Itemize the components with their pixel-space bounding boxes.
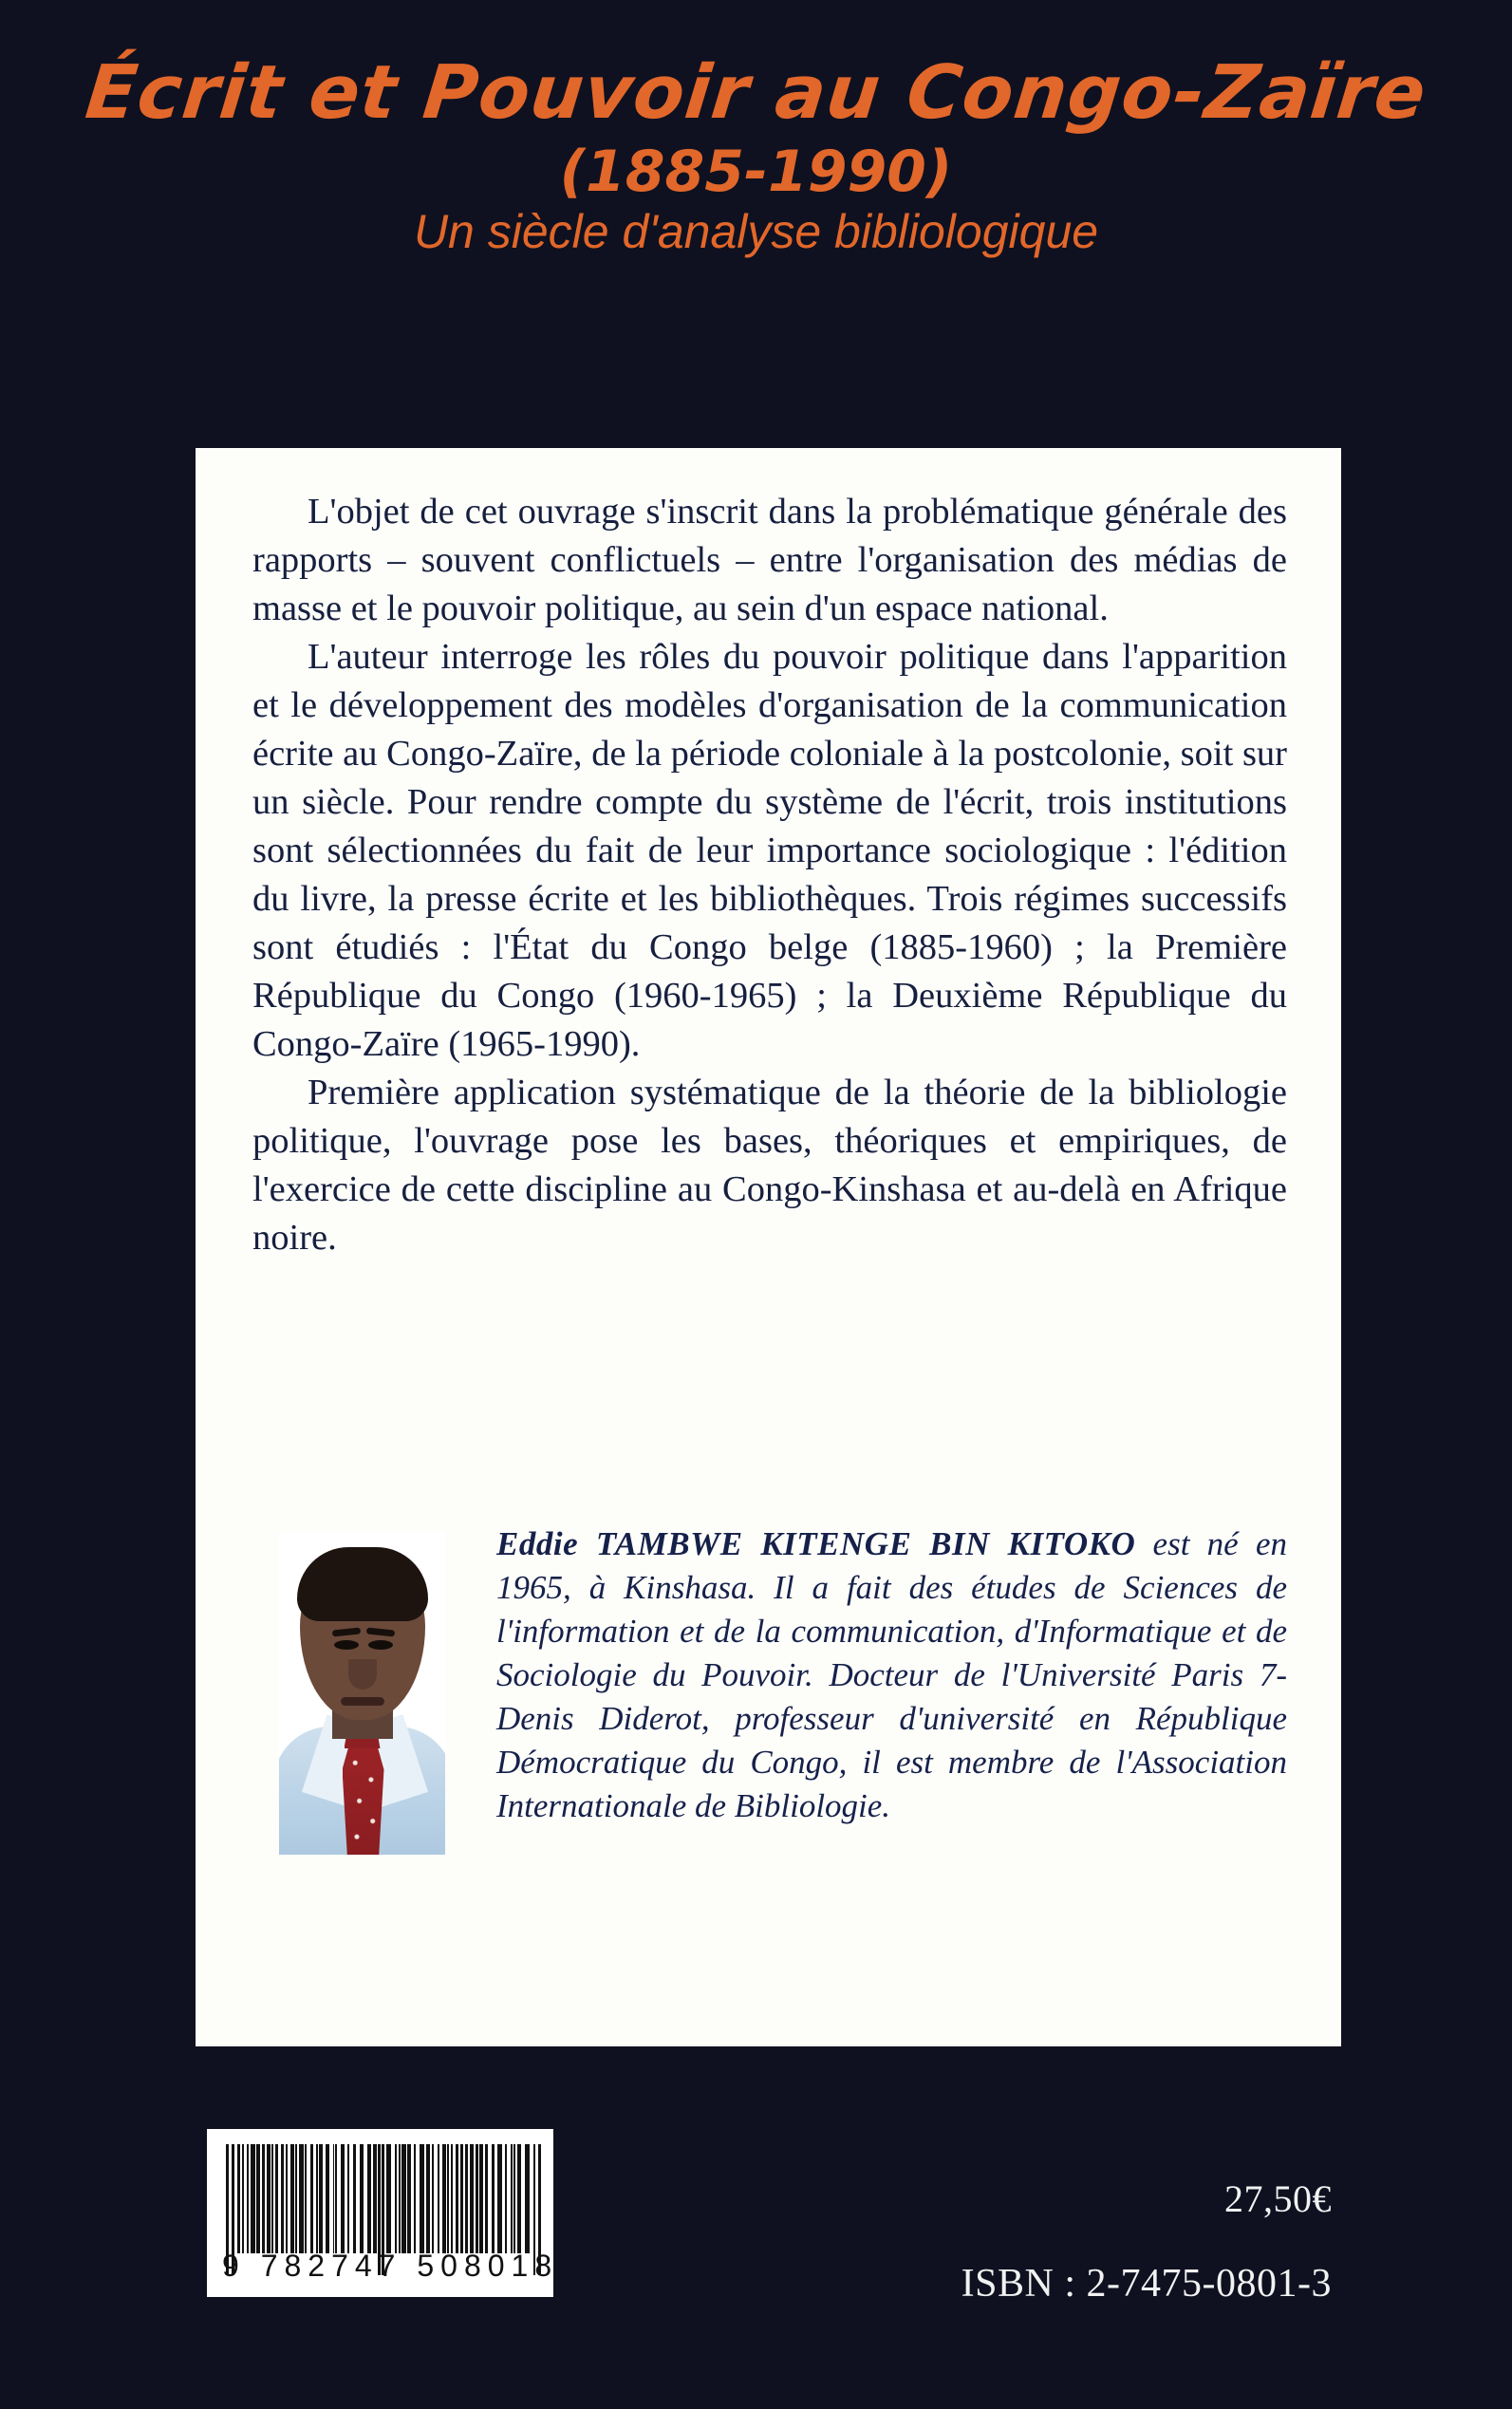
title-block	[0, 50, 1512, 258]
portrait-brow-right	[365, 1627, 395, 1636]
blurb-paragraph: L'auteur interroge les rôles du pouvoir politique dans l'apparition et le développement des modèles d'organisation de la communication écrite au Congo-Zaïre, de la période coloniale à la postcolonie, soit sur un siècle. Pour rendre compte du système de l'écrit, trois institutions sont sélectionnées du fait de leur importance sociologique : l'édition du livre, la presse écrite et les bibliothèques. Trois régimes successifs sont étudiés : l'État du Congo belge (1885-1960) ; la Première République du Congo (1960-1965) ; la Deuxième République du Congo-Zaïre (1965-1990).	[252, 637, 1287, 1064]
portrait-eye-left	[334, 1640, 359, 1650]
price-label: 27,50€	[1224, 2177, 1332, 2220]
blurb-paragraph: L'objet de cet ouvrage s'inscrit dans la problématique générale des rapports – souvent conflictuels – entre l'organisation des médias de masse et le pouvoir politique, au sein d'un espace national.	[252, 492, 1287, 628]
portrait-eye-right	[368, 1640, 393, 1650]
portrait-nose	[348, 1659, 377, 1690]
description-panel	[196, 448, 1341, 2046]
barcode-bars	[226, 2144, 544, 2253]
blurb-text	[252, 488, 1287, 1262]
author-bio-text: est né en 1965, à Kinshasa. Il a fait des études de Sciences de l'information et de la communication, d'Informatique et de Sociologie du Pouvoir. Docteur de l'Université Paris 7-Denis Diderot, professeur d'université en République Démocratique du Congo, il est membre de l'Association Internationale de Bibliologie.	[496, 1525, 1287, 1824]
book-title-dates: (1885-1990)	[559, 138, 953, 205]
blurb-paragraph: Première application systématique de la théorie de la bibliologie politique, l'ouvrage pose les bases, théoriques et empiriques, de l'exercice de cette discipline au Congo-Kinshasa et au-delà en Afrique noire.	[252, 1073, 1287, 1258]
author-name: Eddie TAMBWE KITENGE BIN KITOKO	[496, 1525, 1136, 1562]
book-title: Écrit et Pouvoir au Congo-Zaïre	[82, 50, 1431, 136]
author-section	[252, 1522, 1287, 1855]
portrait-brow-left	[331, 1627, 361, 1636]
portrait-mouth	[341, 1697, 384, 1706]
author-photo	[279, 1532, 445, 1855]
portrait-tie	[343, 1743, 384, 1855]
author-biography	[496, 1522, 1287, 1828]
portrait-hair	[297, 1547, 428, 1621]
book-subtitle: Un siècle d'analyse bibliologique	[413, 204, 1099, 258]
barcode	[207, 2129, 559, 2297]
isbn-label: ISBN : 2-7475-0801-3	[961, 2262, 1332, 2306]
barcode-digits: 9 782747 508018	[222, 2249, 559, 2283]
